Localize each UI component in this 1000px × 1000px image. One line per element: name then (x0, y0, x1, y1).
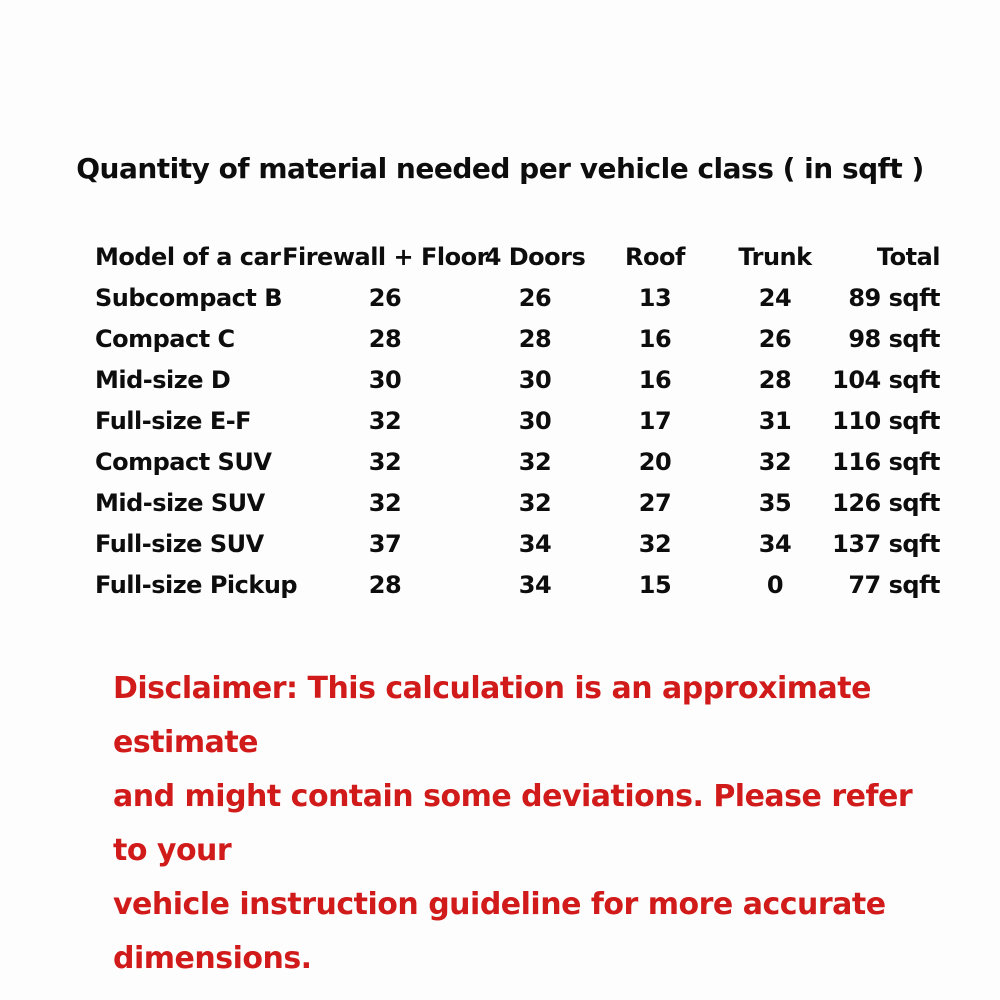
trunk-cell: 28 (758, 365, 792, 394)
trunk-cell: 31 (758, 406, 792, 435)
model-cell: Mid-size SUV (95, 488, 265, 517)
roof-cell: 27 (638, 488, 672, 517)
model-cell: Full-size Pickup (95, 570, 298, 599)
roof-cell: 17 (638, 406, 672, 435)
materials-table (95, 236, 940, 605)
trunk-cell: 35 (758, 488, 792, 517)
column-header-total: Total (876, 242, 940, 271)
trunk-cell: 24 (758, 283, 792, 312)
roof-cell: 16 (638, 324, 672, 353)
model-cell: Full-size SUV (95, 529, 264, 558)
roof-cell: 16 (638, 365, 672, 394)
firewall-floor-cell: 37 (368, 529, 402, 558)
total-cell: 77 sqft (848, 570, 940, 599)
total-cell: 110 sqft (832, 406, 940, 435)
column-header-roof: Roof (625, 242, 685, 271)
doors-cell: 30 (518, 406, 552, 435)
doors-cell: 32 (518, 447, 552, 476)
column-header-trunk: Trunk (738, 242, 812, 271)
total-cell: 89 sqft (848, 283, 940, 312)
trunk-cell: 26 (758, 324, 792, 353)
disclaimer-line-1: Disclaimer: This calculation is an approximate estimate (113, 671, 871, 760)
trunk-cell: 0 (766, 570, 784, 599)
roof-cell: 13 (638, 283, 672, 312)
doors-cell: 34 (518, 570, 552, 599)
model-cell: Compact SUV (95, 447, 272, 476)
model-cell: Subcompact B (95, 283, 282, 312)
firewall-floor-cell: 28 (368, 570, 402, 599)
trunk-cell: 32 (758, 447, 792, 476)
column-header-firewall-floor: Firewall + Floor (282, 242, 488, 271)
total-cell: 116 sqft (832, 447, 940, 476)
roof-cell: 32 (638, 529, 672, 558)
doors-cell: 28 (518, 324, 552, 353)
total-cell: 126 sqft (832, 488, 940, 517)
disclaimer-line-3: vehicle instruction guideline for more accurate dimensions. (113, 887, 886, 976)
firewall-floor-cell: 32 (368, 447, 402, 476)
total-cell: 104 sqft (832, 365, 940, 394)
trunk-cell: 34 (758, 529, 792, 558)
firewall-floor-cell: 26 (368, 283, 402, 312)
model-cell: Mid-size D (95, 365, 231, 394)
disclaimer-line-2: and might contain some deviations. Please refer to your (113, 779, 913, 868)
total-cell: 98 sqft (848, 324, 940, 353)
model-cell: Full-size E-F (95, 406, 252, 435)
firewall-floor-cell: 28 (368, 324, 402, 353)
roof-cell: 20 (638, 447, 672, 476)
doors-cell: 30 (518, 365, 552, 394)
doors-cell: 32 (518, 488, 552, 517)
doors-cell: 26 (518, 283, 552, 312)
firewall-floor-cell: 32 (368, 488, 402, 517)
column-header-model: Model of a car (95, 242, 281, 271)
page-title: Quantity of material needed per vehicle class ( in sqft ) (76, 152, 924, 185)
firewall-floor-cell: 30 (368, 365, 402, 394)
disclaimer-text (113, 662, 923, 986)
total-cell: 137 sqft (832, 529, 940, 558)
roof-cell: 15 (638, 570, 672, 599)
doors-cell: 34 (518, 529, 552, 558)
column-header-doors: 4 Doors (484, 242, 586, 271)
firewall-floor-cell: 32 (368, 406, 402, 435)
model-cell: Compact C (95, 324, 235, 353)
